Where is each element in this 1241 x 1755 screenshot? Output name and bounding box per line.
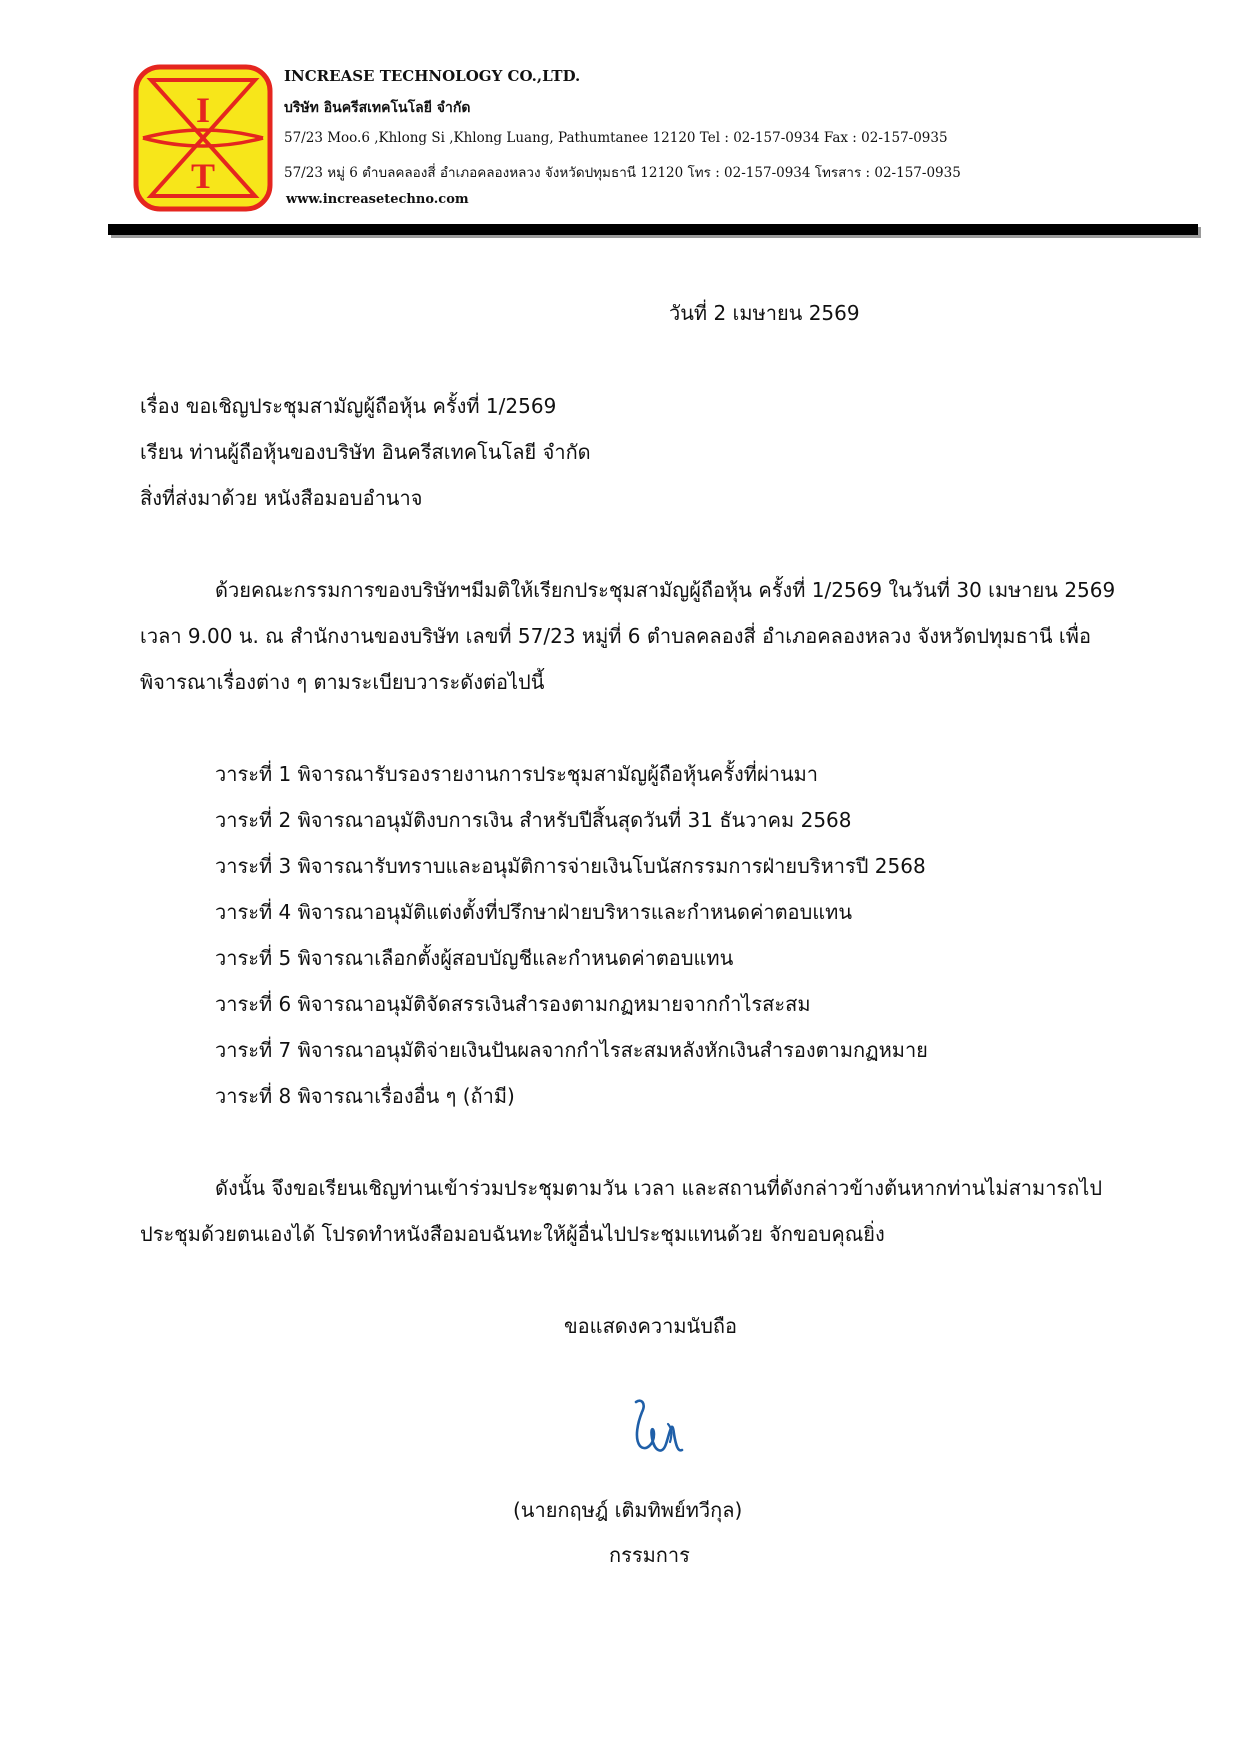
letter-closing: ขอแสดงความนับถือ — [564, 1314, 738, 1338]
signature — [628, 1394, 688, 1460]
body-line: ด้วยคณะกรรมการของบริษัทฯมีมติให้เรียกประชุมสามัญผู้ถือหุ้น ครั้งที่ 1/2569 ในวันที่ 30 เมษายน 2569 — [215, 578, 1116, 602]
letter-enclosure: สิ่งที่ส่งมาด้วย หนังสือมอบอำนาจ — [140, 486, 423, 510]
body-line: ดังนั้น จึงขอเรียนเชิญท่านเข้าร่วมประชุมตามวัน เวลา และสถานที่ดังกล่าวข้างต้นหากท่านไม่สามารถไป — [215, 1176, 1103, 1200]
agenda-item: วาระที่ 4 พิจารณาอนุมัติแต่งตั้งที่ปรึกษาฝ่ายบริหารและกำหนดค่าตอบแทน — [215, 900, 853, 924]
company-name-en: INCREASE TECHNOLOGY CO.,LTD. — [284, 67, 581, 85]
logo-letter-i: I — [195, 90, 211, 130]
header-rule — [108, 224, 1198, 235]
body-line: ประชุมด้วยตนเองได้ โปรดทำหนังสือมอบฉันทะให้ผู้อื่นไปประชุมแทนด้วย จักขอบคุณยิ่ง — [140, 1222, 885, 1246]
company-address-th: 57/23 หมู่ 6 ตำบลคลองสี่ อำเภอคลองหลวง จังหวัดปทุมธานี 12120 โทร : 02-157-0934 โทรสาร : 02-157-0935 — [284, 165, 961, 181]
agenda-item: วาระที่ 8 พิจารณาเรื่องอื่น ๆ (ถ้ามี) — [215, 1084, 515, 1108]
agenda-item: วาระที่ 2 พิจารณาอนุมัติงบการเงิน สำหรับปีสิ้นสุดวันที่ 31 ธันวาคม 2568 — [215, 808, 852, 832]
agenda-item: วาระที่ 3 พิจารณารับทราบและอนุมัติการจ่ายเงินโบนัสกรรมการฝ่ายบริหารปี 2568 — [215, 854, 926, 878]
letter-recipient: เรียน ท่านผู้ถือหุ้นของบริษัท อินครีสเทคโนโลยี จำกัด — [140, 440, 591, 464]
agenda-item: วาระที่ 1 พิจารณารับรองรายงานการประชุมสามัญผู้ถือหุ้นครั้งที่ผ่านมา — [215, 762, 819, 786]
agenda-item: วาระที่ 6 พิจารณาอนุมัติจัดสรรเงินสำรองตามกฏหมายจากกำไรสะสม — [215, 992, 811, 1016]
letter-subject: เรื่อง ขอเชิญประชุมสามัญผู้ถือหุ้น ครั้งที่ 1/2569 — [140, 394, 557, 418]
agenda-item: วาระที่ 5 พิจารณาเลือกตั้งผู้สอบบัญชีและกำหนดค่าตอบแทน — [215, 946, 734, 970]
company-logo — [133, 64, 273, 212]
company-address-en: 57/23 Moo.6 ,Khlong Si ,Khlong Luang, Pathumtanee 12120 Tel : 02-157-0934 Fax : 02-157-0935 — [284, 130, 948, 146]
agenda-item: วาระที่ 7 พิจารณาอนุมัติจ่ายเงินปันผลจากกำไรสะสมหลังหักเงินสำรองตามกฏหมาย — [215, 1038, 928, 1062]
signatory-title: กรรมการ — [609, 1543, 690, 1567]
body-line: เวลา 9.00 น. ณ สำนักงานของบริษัท เลขที่ 57/23 หมู่ที่ 6 ตำบลคลองสี่ อำเภอคลองหลวง จังหวัดปทุมธานี เพื่อ — [140, 624, 1091, 648]
logo-letter-t: T — [190, 156, 216, 196]
body-line: พิจารณาเรื่องต่าง ๆ ตามระเบียบวาระดังต่อไปนี้ — [140, 670, 545, 694]
signatory-name: (นายกฤษฎ์ เติมทิพย์ทวีกุล) — [513, 1498, 743, 1522]
letter-date: วันที่ 2 เมษายน 2569 — [669, 301, 860, 325]
company-website[interactable]: www.increasetechno.com — [286, 192, 469, 207]
company-name-th: บริษัท อินครีสเทคโนโลยี จำกัด — [284, 100, 471, 116]
